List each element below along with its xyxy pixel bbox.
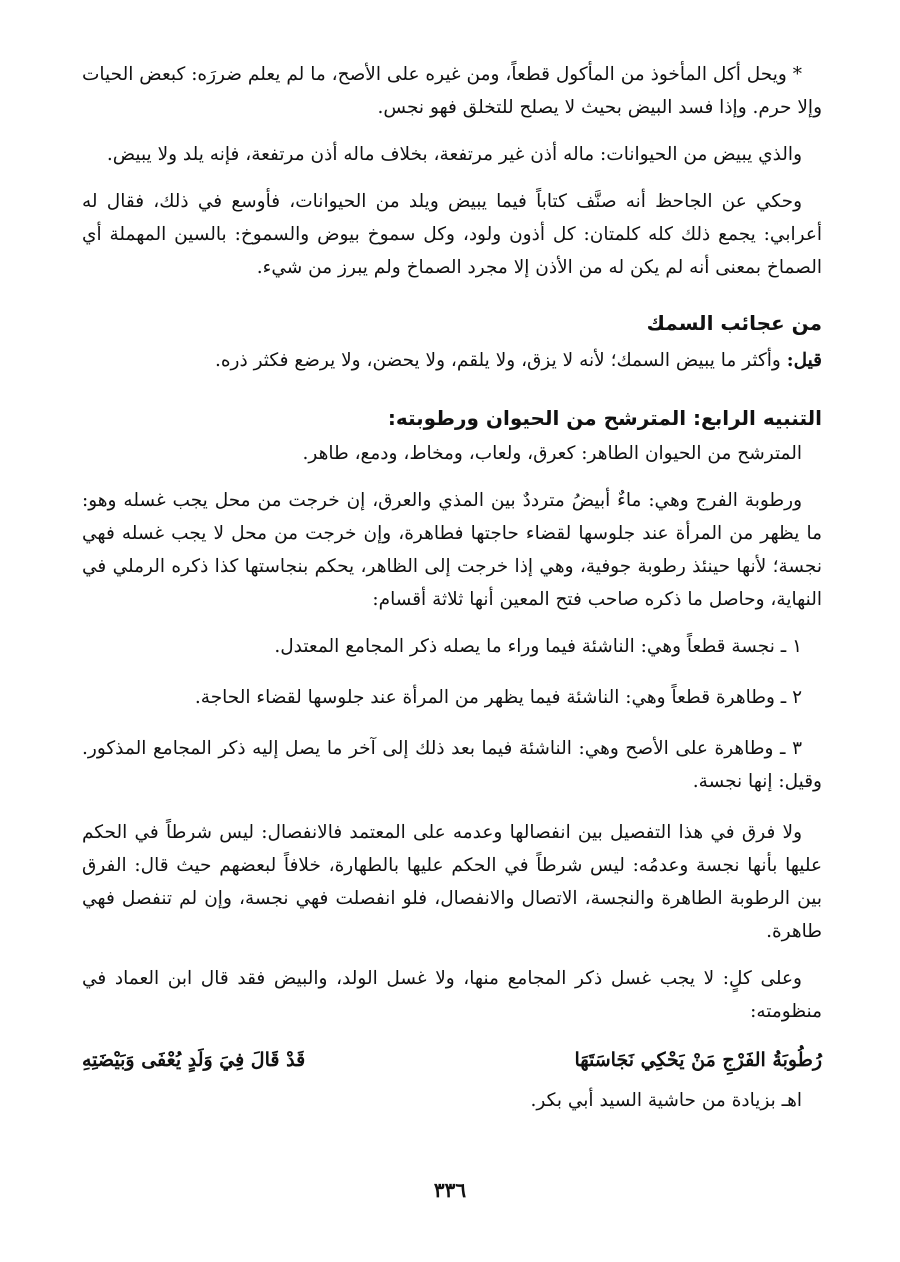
poem-hemistich-left: قَدْ قَالَ فِيَ وَلَدٍ يُعْفَى وَبَيْضَتِهِ (82, 1049, 306, 1071)
paragraph-egg-laying-animals: والذي يبيض من الحيوانات: ماله أذن غير مرتفعة، بخلاف ماله أذن مرتفعة، فإنه يلد ولا يبيض. (106, 144, 802, 165)
section-heading-fish-wonders: من عجائب السمك (646, 311, 822, 335)
fish-text: وأكثر ما يبيض السمك؛ لأنه لا يزق، ولا يلقم، ولا يحضن، ولا يرضع فكثر ذره. (214, 350, 787, 371)
paragraph-vaginal-moisture: ورطوبة الفرج وهي: ماءٌ أبيضُ مترددٌ بين المذي والعرق، إن خرجت من محل يجب غسله وهو: ما يظهر من المرأة عند جلوسها لقضاء حاجتها فطاهرة، وإن خرجت من محل لا يجب غسله فهي نجسة؛ لأنها حينئذ رطوبة جوفية، وهي إذا خرجت إلى الظاهر، يحكم بنجاستها كذا ذكره الرملي في النهاية، وحاصل ما ذكره صاحب فتح المعين أنها ثلاثة أقسام: (82, 490, 822, 610)
poem-hemistich-right: رُطُوبَةُ الفَرْجِ مَنْ يَحْكِي نَجَاسَتَهَا (574, 1049, 822, 1071)
source-note: اهـ بزيادة من حاشية السيد أبي بكر. (530, 1090, 802, 1111)
paragraph-separation: ولا فرق في هذا التفصيل بين انفصالها وعدمه على المعتمد فالانفصال: ليس شرطاً في الحكم عليها بأنها نجسة وعدمُه: ليس شرطاً في الحكم عليها بالطهارة، خلافاً لبعضهم حيث قال: الفرق بين الرطوبة الطاهرة والنجسة، الاتصال والانفصال، فلو انفصلت فهي نجسة، وإن لم تنفصل فهي طاهرة. (82, 822, 822, 942)
list-item-2: ٢ ـ وطاهرة قطعاً وهي: الناشئة فيما يظهر من المرأة عند جلوسها لقضاء الحاجة. (194, 687, 802, 708)
section-heading-fourth-note: التنبيه الرابع: المترشح من الحيوان ورطوبته: (387, 406, 822, 430)
paragraph-fish (82, 344, 822, 377)
paragraph-edible-derived: * ويحل أكل المأخوذ من المأكول قطعاً، ومن غيره على الأصح، ما لم يعلم ضررَه: كبعض الحيات وإلا حرم. وإذا فسد البيض بحيث لا يصلح للتخلق فهو نجس. (82, 64, 822, 118)
page-number: ٣٣٦ (433, 1178, 467, 1202)
paragraph-jahiz-anecdote: وحكي عن الجاحظ أنه صنَّف كتاباً فيما يبيض ويلد من الحيوانات، فأوسع في ذلك، فقال له أعرابي: يجمع ذلك كله كلمتان: كل أذون ولود، وكل سموخ بيوض والسموخ: بالسين المهملة أي الصماخ بمعنى أنه لم يكن له من الأذن إلا مجرد الصماخ ولم يبرز من شيء. (82, 191, 822, 278)
paragraph-ibn-al-imad: وعلى كلٍ: لا يجب غسل ذكر المجامع منها، ولا غسل الولد، والبيض فقد قال ابن العماد في منظومته: (82, 968, 822, 1022)
list-item-3: ٣ ـ وطاهرة على الأصح وهي: الناشئة فيما بعد ذلك إلى آخر ما يصل إليه ذكر المجامع المذكور. وقيل: إنها نجسة. (82, 738, 822, 792)
list-item-1: ١ ـ نجسة قطعاً وهي: الناشئة فيما وراء ما يصله ذكر المجامع المعتدل. (274, 636, 802, 657)
paragraph-secretions: المترشح من الحيوان الطاهر: كعرق، ولعاب، ومخاط، ودمع، طاهر. (302, 443, 802, 464)
poem-verse (82, 1042, 822, 1078)
fish-lead-word: قيل: (786, 350, 822, 371)
